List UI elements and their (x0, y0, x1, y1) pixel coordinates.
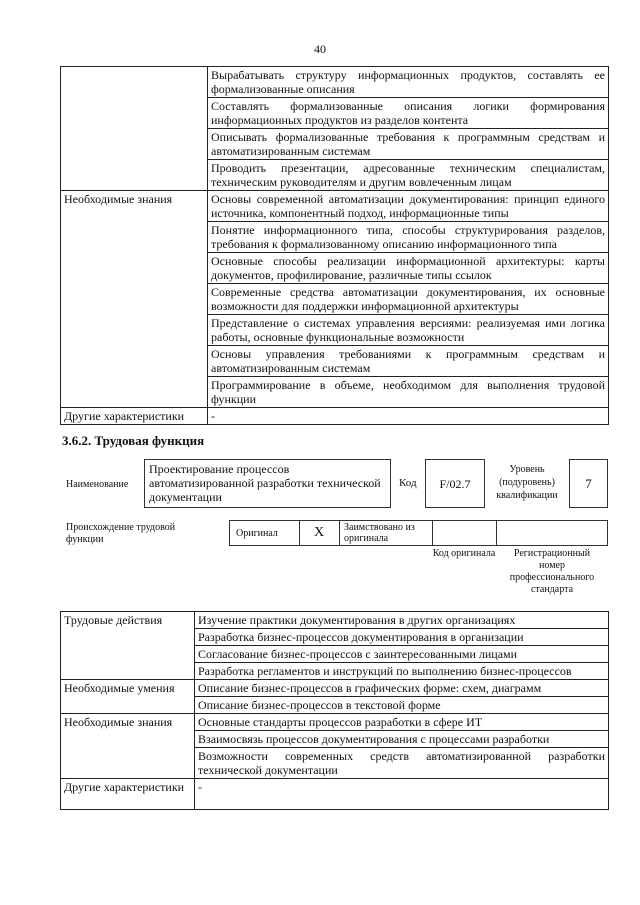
continued-label-cell (61, 67, 208, 191)
skill-cell: Описывать формализованные требования к программным средствам и автоматизированным системам (208, 129, 609, 160)
code-caption: Код оригинала (432, 548, 496, 559)
other-label: Другие характеристики (61, 408, 208, 425)
original-box (229, 520, 299, 546)
knowledge-cell: Основные способы реализации информационной архитектуры: карты документов, профилирование, различные типы ссылок (208, 253, 609, 284)
page-number: 40 (314, 42, 326, 56)
skill-cell: Вырабатывать структуру информационных продуктов, составлять ее формализованные описания (208, 67, 609, 98)
knowledge-cell: Взаимосвязь процессов документирования с процессами разработки (195, 731, 609, 748)
knowledge-label: Необходимые знания (61, 191, 208, 408)
competency-table-continued (60, 66, 609, 425)
knowledge-cell: Современные средства автоматизации документирования, их основные возможности для поддержки информационной архитектуры (208, 284, 609, 315)
other-label: Другие характеристики (61, 779, 195, 810)
knowledge-cell: Понятие информационного типа, способы структурирования разделов, требования к формализованному описанию информационного типа (208, 222, 609, 253)
skill-cell: Описание бизнес-процессов в графических форме: схем, диаграмм (195, 680, 609, 697)
borrowed-box (339, 520, 432, 546)
registration-caption: Регистрационный номер профессионального стандарта (509, 548, 595, 595)
original-label: Оригинал (236, 528, 278, 539)
skill-cell: Описание бизнес-процессов в текстовой форме (195, 697, 609, 714)
code-box (425, 459, 485, 508)
knowledge-cell: Основы управления требованиями к программным средствам и автоматизированным системам (208, 346, 609, 377)
level-box (569, 459, 608, 508)
function-name: Проектирование процессов автоматизированной разработки технической документации (149, 462, 381, 504)
name-label: Наименование (66, 479, 129, 490)
action-cell: Согласование бизнес-процессов с заинтересованными лицами (195, 646, 609, 663)
original-code-box (432, 520, 496, 546)
table-row (61, 67, 609, 98)
knowledge-cell: Представление о системах управления версиями: реализуемая ими логика работы, основные функциональные возможности (208, 315, 609, 346)
table-row (61, 680, 609, 697)
table-row (61, 779, 609, 810)
actions-label: Трудовые действия (61, 612, 195, 680)
origin-label: Происхождение трудовой функции (66, 522, 176, 545)
registration-box (496, 520, 608, 546)
skill-cell: Проводить презентации, адресованные техническим специалистам, техническим руководителям и другим вовлеченным лицам (208, 160, 609, 191)
code-label: Код (399, 477, 417, 489)
table-row (61, 191, 609, 222)
section-title: 3.6.2. Трудовая функция (62, 433, 205, 448)
labor-function-table (60, 611, 609, 810)
code-value: F/02.7 (439, 477, 471, 491)
knowledge-cell: Основы современной автоматизации документирования: принцип единого источника, компонентный подход, информационные типы (208, 191, 609, 222)
skills-label: Необходимые умения (61, 680, 195, 714)
original-mark-box (299, 520, 339, 546)
action-cell: Разработка регламентов и инструкций по выполнению бизнес-процессов (195, 663, 609, 680)
knowledge-cell: Основные стандарты процессов разработки в сфере ИТ (195, 714, 609, 731)
level-value: 7 (585, 476, 592, 491)
skill-cell: Составлять формализованные описания логики формирования информационных продуктов из разделов контента (208, 98, 609, 129)
action-cell: Разработка бизнес-процессов документирования в организации (195, 629, 609, 646)
name-box (144, 459, 391, 508)
table-row (61, 408, 609, 425)
knowledge-cell: Возможности современных средств автоматизированной разработки технической документации (195, 748, 609, 779)
other-value: - (195, 779, 609, 810)
table-row (61, 714, 609, 731)
original-mark: X (313, 525, 325, 540)
borrowed-label: Заимствовано из оригинала (344, 522, 415, 544)
knowledge-cell: Программирование в объеме, необходимом для выполнения трудовой функции (208, 377, 609, 408)
table-row (61, 612, 609, 629)
action-cell: Изучение практики документирования в других организациях (195, 612, 609, 629)
other-value: - (208, 408, 609, 425)
level-label: Уровень (подуровень) квалификации (496, 464, 558, 501)
knowledge-label: Необходимые знания (61, 714, 195, 779)
